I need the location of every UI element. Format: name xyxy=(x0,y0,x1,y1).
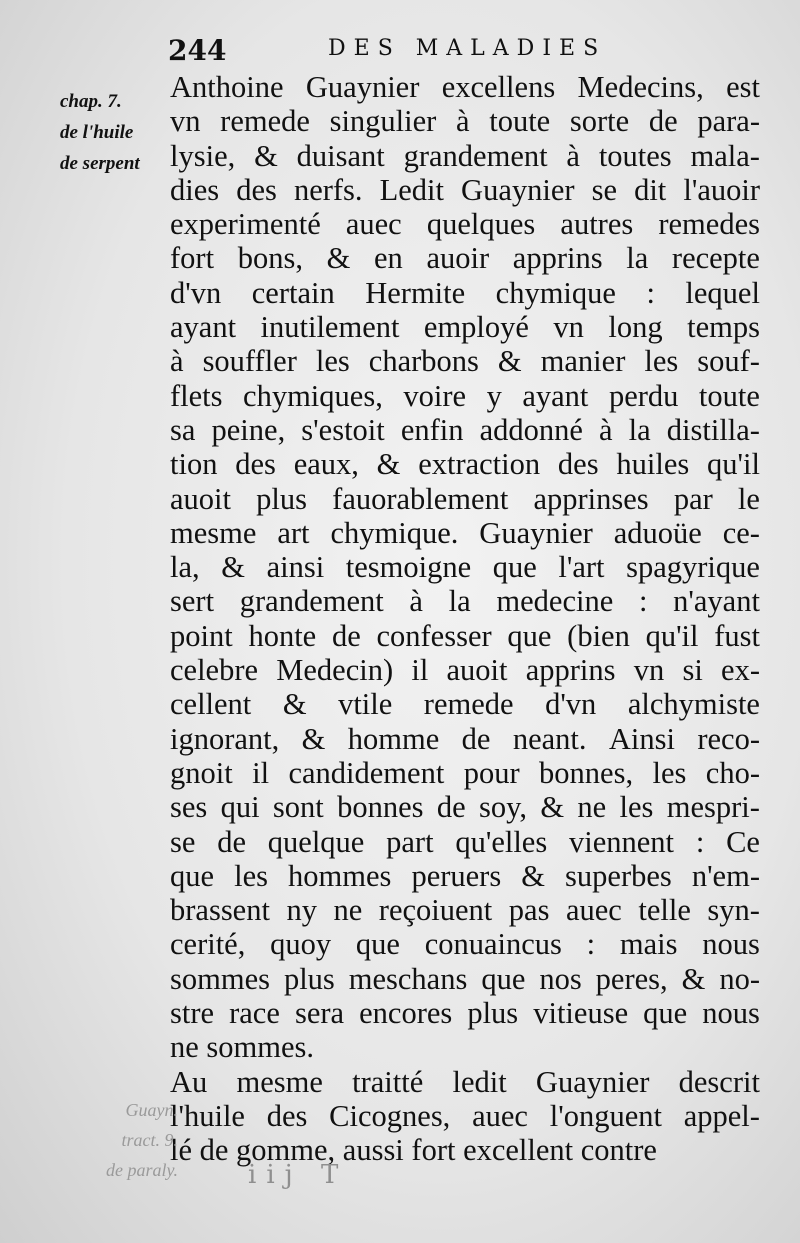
text-line: ignorant, & homme de neant. Ainsi reco- xyxy=(170,721,760,756)
page-number: 244 xyxy=(168,34,227,67)
text-line: brassent ny ne reçoiuent pas auec telle syn- xyxy=(170,893,760,928)
text-line: lysie, & duisant grandement à toutes mala- xyxy=(170,138,760,173)
bleed-through-line: tract. 9. xyxy=(121,1130,178,1150)
text-line: vn remede singulier à toute sorte de para- xyxy=(170,104,760,139)
margin-note xyxy=(60,86,180,179)
page-header xyxy=(168,34,758,70)
text-line: sert grandement à la medecine : n'ayant xyxy=(170,584,760,619)
text-line: celebre Medecin) il auoit apprins vn si ex- xyxy=(170,653,760,688)
bleed-through-line: de paraly. xyxy=(106,1160,178,1180)
text-line: sa peine, s'estoit enfin addonné à la distilla- xyxy=(170,412,760,447)
margin-note-line: chap. 7. xyxy=(60,91,122,112)
text-line: mesme art chymique. Guaynier aduoüe ce- xyxy=(170,515,760,550)
text-line: lé de gomme, aussi fort excellent contre xyxy=(170,1133,657,1168)
margin-note-line: de l'huile xyxy=(60,122,134,143)
text-line: flets chymiques, voire y ayant perdu toute xyxy=(170,378,760,413)
text-line: cellent & vtile remede d'vn alchymiste xyxy=(170,687,760,722)
text-line: experimenté auec quelques autres remedes xyxy=(170,207,760,242)
text-line: à souffler les charbons & manier les souf- xyxy=(170,344,760,379)
text-line: l'huile des Cicognes, auec l'onguent appel- xyxy=(170,1098,760,1133)
margin-note-line: de serpent xyxy=(60,153,140,174)
text-line: d'vn certain Hermite chymique : lequel xyxy=(170,275,760,310)
text-line: que les hommes peruers & superbes n'em- xyxy=(170,858,760,893)
text-line: Anthoine Guaynier excellens Medecins, est xyxy=(170,70,760,104)
text-line: sommes plus meschans que nos peres, & no- xyxy=(170,961,760,996)
text-line: fort bons, & en auoir apprins la recepte xyxy=(170,241,760,276)
bleed-through-footer: iij T xyxy=(248,1160,349,1190)
bleed-through-line: Guayn. xyxy=(125,1100,178,1120)
text-line: se de quelque part qu'elles viennent : Ce xyxy=(170,824,760,859)
text-line: ayant inutilement employé vn long temps xyxy=(170,310,760,345)
running-head: DES MALADIES xyxy=(328,36,607,61)
text-line: ne sommes. xyxy=(170,1030,315,1065)
body-text xyxy=(170,70,760,1168)
text-line: dies des nerfs. Ledit Guaynier se dit l'auoir xyxy=(170,172,760,207)
text-line: tion des eaux, & extraction des huiles qu'il xyxy=(170,447,760,482)
text-line: cerité, quoy que conuaincus : mais nous xyxy=(170,927,760,962)
text-line: Au mesme traitté ledit Guaynier descrit xyxy=(170,1064,760,1099)
text-line: point honte de confesser que (bien qu'il fust xyxy=(170,618,760,653)
text-line: stre race sera encores plus vitieuse que nous xyxy=(170,996,760,1031)
text-line: la, & ainsi tesmoigne que l'art spagyrique xyxy=(170,550,760,585)
text-line: auoit plus fauorablement apprinses par le xyxy=(170,481,760,516)
text-line: gnoit il candidement pour bonnes, les cho- xyxy=(170,755,760,790)
bleed-through-margin-note xyxy=(78,1095,178,1185)
text-line: ses qui sont bonnes de soy, & ne les mespri- xyxy=(170,790,760,825)
